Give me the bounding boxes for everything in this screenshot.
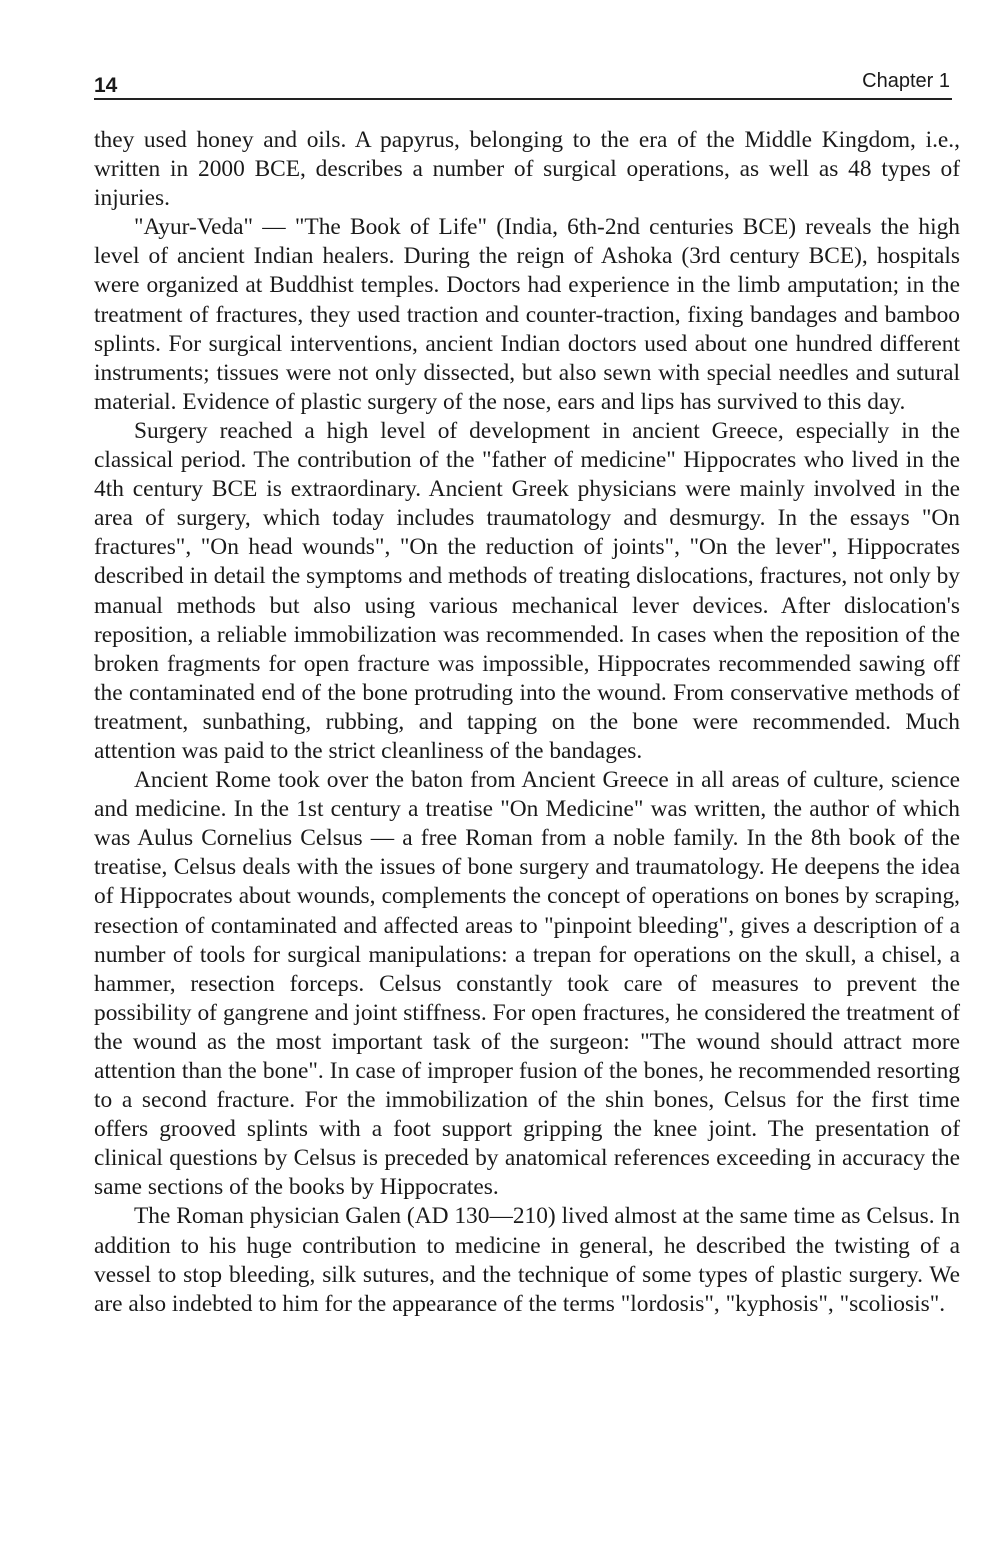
body-text	[94, 126, 960, 1319]
paragraph-ayur-veda: "Ayur-Veda" — "The Book of Life" (India, 6th-2nd centuries BCE) reveals the high level of ancient Indian healers. During the reign of Ashoka (3rd century BCE), hospitals were organized at Buddhist temples. Doctors had experience in the limb amputation; in the treatment of fractures, they used traction and counter-traction, fixing bandages and bamboo splints. For surgical interventions, ancient Indian doctors used about one hundred different instruments; tissues were not only dissected, but also sewn with special needles and sutural material. Evidence of plastic surgery of the nose, ears and lips has survived to this day.	[94, 214, 960, 415]
paragraph-ancient-rome-celsus: Ancient Rome took over the baton from Ancient Greece in all areas of culture, science and medicine. In the 1st century a treatise "On Medicine" was written, the author of which was Aulus Cornelius Celsus — a free Roman from a noble family. In the 8th book of the treatise, Celsus deals with the issues of bone surgery and traumatology. He deepens the idea of Hippocrates about wounds, complements the concept of operations on bones by scraping, resection of contaminated and affected areas to "pinpoint bleeding", gives a description of a number of tools for surgical manipulations: a trepan for operations on the skull, a chisel, a hammer, resection forceps. Celsus constantly took care of measures to prevent the possibility of gangrene and joint stiffness. For open fractures, he considered the treatment of the wound as the most important task of the surgeon: "The wound should attract more attention than the bone". In case of improper fusion of the bones, he recommended resorting to a second fracture. For the immobilization of the shin bones, Celsus for the first time offers grooved splints with a foot support gripping the knee joint. The presentation of clinical questions by Celsus is preceded by anatomical references exceeding in accuracy the same sections of the books by Hippocrates.	[94, 767, 960, 1201]
chapter-label: Chapter 1	[862, 70, 950, 92]
paragraph-ancient-greece: Surgery reached a high level of development in ancient Greece, especially in the classical period. The contribution of the "father of medicine" Hippocrates who lived in the 4th century BCE is extraordinary. Ancient Greek physicians were mainly involved in the area of surgery, which today includes traumatology and desmurgy. In the essays "On fractures", "On head wounds", "On the reduction of joints", "On the lever", Hippocrates described in detail the symptoms and methods of treating dislocations, fractures, not only by manual methods but also using various mechanical lever devices. After dislocation's reposition, a reliable immobilization was recommended. In cases when the reposition of the broken fragments for open fracture was impossible, Hippocrates recommended sawing off the contaminated end of the bone protruding into the wound. From conservative methods of treatment, sunbathing, rubbing, and tapping on the bone were recommended. Much attention was paid to the strict cleanliness of the bandages.	[94, 417, 960, 764]
paragraph-galen: The Roman physician Galen (AD 130—210) lived almost at the same time as Celsus. In addition to his huge contribution to medicine in general, he described the twisting of a vessel to stop bleeding, silk sutures, and the technique of some types of plastic surgery. We are also indebted to him for the appearance of the terms "lordosis", "kyphosis", "scoliosis".	[94, 1203, 960, 1317]
paragraph-honey-papyrus: they used honey and oils. A papyrus, belonging to the era of the Middle Kingdom, i.e., written in 2000 BCE, describes a number of surgical operations, as well as 48 types of injuries.	[94, 127, 960, 212]
page-number: 14	[94, 74, 118, 97]
running-head	[94, 70, 952, 100]
